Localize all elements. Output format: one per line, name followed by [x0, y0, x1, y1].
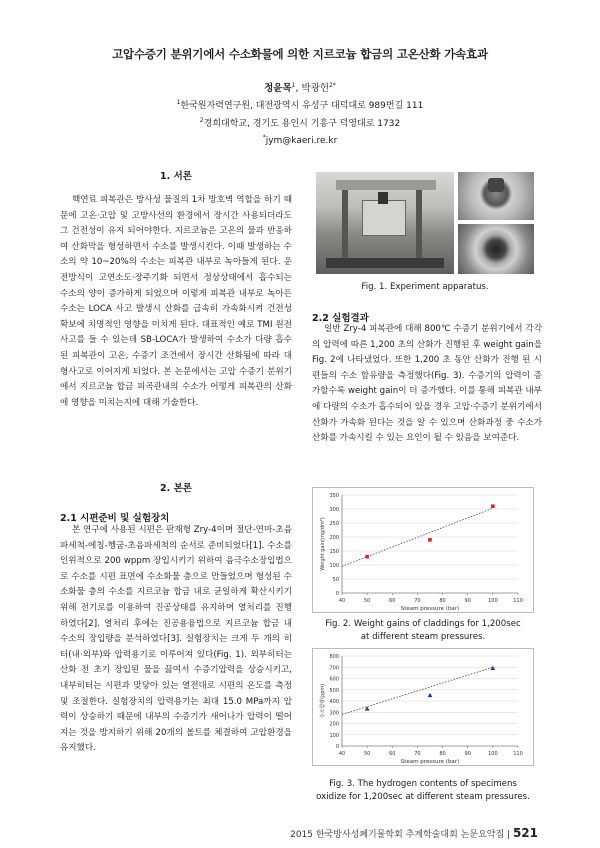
x-tick-label: 70 [414, 751, 421, 757]
affiliation-1-sup: 1 [176, 99, 181, 106]
subsection-2-2-text: 일반 Zry-4 피복관에 대해 800℃ 수증기 분위기에서 각각의 압력에 따른 1,200 초의 산화가 진행된 후 weight gain을 Fig. 2에 나타냈었다. 또한 1,200 초 동안 산화가 진행 된 시편들의 수소 함유량을 측정했다(Fig. 3). 수증기의 압력이 증가할수록 weight gain이 더 증가했다. 이를 통해 피복관 내부에 다량의 수소가 흡수되어 있을 경우 고압·수증기 분위기에서 산화가 가속화 된다는 것을 알 수 있으며 산화과정 중 수소가 산화를 가속시킬 수 있는 요인이 될 수 있음을 보여준다. [312, 324, 542, 444]
photo-base [326, 258, 444, 268]
subsection-2-1-paragraph [60, 523, 292, 757]
x-tick-label: 100 [488, 751, 498, 757]
author-1: 정윤목 [264, 83, 292, 94]
fig3-caption-line2: oxidize for 1,200sec at different steam pressures. [316, 792, 530, 802]
x-tick-label: 80 [439, 751, 446, 757]
page-footer [290, 826, 538, 840]
subsection-2-1-title: 2.1 시편준비 및 실험장치 [60, 513, 170, 524]
y-tick-label: 400 [329, 699, 339, 705]
paper-title: 고압수증기 분위기에서 수소화물에 의한 지르코늄 합금의 고온산화 가속효과 [112, 47, 488, 61]
y-tick-label: 200 [329, 535, 339, 541]
section-main-title: 2. 본론 [160, 483, 192, 494]
affiliation-2-sup: 2 [199, 117, 204, 124]
y-tick-label: 600 [329, 676, 339, 683]
email-text: jym@kaeri.re.kr [265, 136, 338, 146]
x-tick-label: 110 [513, 598, 523, 604]
section-intro-title: 1. 서론 [160, 171, 192, 182]
x-tick-label: 90 [464, 751, 471, 757]
author-2: 박광헌 [301, 83, 330, 94]
x-tick-label: 50 [363, 751, 371, 757]
affiliation-email [0, 134, 600, 146]
y-tick-label: 100 [329, 732, 339, 739]
photo-column-left [342, 190, 348, 260]
fig2-caption-line2: at different steam pressures. [360, 632, 486, 642]
author-2-sup: 2* [329, 81, 336, 89]
y-tick-label: 0 [335, 591, 339, 597]
footer-text: 2015 한국방사성폐기물학회 추계학술대회 논문요약집 | [290, 830, 511, 840]
subsection-2-2-paragraph [312, 322, 542, 447]
y-tick-label: 200 [329, 721, 339, 728]
photo-knob [488, 178, 504, 192]
intro-text: 핵연료 피복관은 방사성 물질의 1차 방호벽 역할을 하기 때문에 고온·고압 및 고방사선의 환경에서 장시간 사용되더라도 그 건전성이 유지 되어야한다. 지르코늄은 고온의 물과 반응하여 산화막을 형성하면서 수소를 발생시킨다. 이때 발생하는 수소의 약 10~20%의 수소는 피복관 내부로 녹아들게 된다. 운전방식이 고연소도·장주기화 되면서 정상상태에서 흡수되는 수소의 양이 증가하게 되었으며 이렇게 피복관 내부로 녹아든 수소는 LOCA 사고 발생시 산화를 급속히 가속화시켜 건전성 확보에 치명적인 영향을 미치게 된다. 대표적인 예로 TMI 원전사고를 들 수 있는데 SB-LOCA가 발생하여 수소가 다량 흡수된 피복관이 고온, 수증기 조건에서 장시간 산화됨에 따라 대형사고로 이어지게 되었다. 본 논문에서는 고압 수증기 분위기에서 지르코늄 합금 피곡관내의 수소가 어떻게 피복관의 산화에 영향을 미치는지에 대해 기술한다. [60, 195, 292, 408]
author-line [0, 80, 600, 94]
x-tick-label: 70 [414, 598, 421, 604]
fig2-caption [306, 618, 540, 644]
subsection-2-1-text: 본 연구에 사용된 시편은 판재형 Zry-4이며 절단-연마-초음파세척-에칭-헹굼-초음파세척의 순서로 준비되었다[1]. 수소를 인위적으로 200 wppm 장입시키기 위하여 음극수소장입법으로 수소를 시편 표면에 수소화물 층으로 만들었으며 형성된 수소화물 층의 수소를 지르코늄 합금 내로 균일하게 확산시키기 위해 전기로를 이용하여 진공상태를 유지하며 열처리를 진행 하였다[2]. 열처리 후에는 진공용융법으로 지르코늄 합금 내 수소의 장입량을 분석하였다[3]. 실험장치는 크게 두 개의 히터(내·외부)와 압력용기로 이루어져 있다(Fig. 1). 외부히터는 산화 전 초기 장입된 물을 끓여서 수증기압력을 상승시키고, 내부히터는 시편과 맞닿아 있는 열전대로 시편의 온도를 측정 및 조절한다. 실험장치의 압력용기는 최대 15.0 MPa까지 압력이 상승하기 때문에 내부의 수증기가 새어나가 압력이 떨어지는 것을 방지하기 위해 20개의 볼트를 체결하여 고압환경을 유지했다. [60, 525, 292, 754]
y-tick-label: 100 [329, 563, 339, 569]
x-tick-label: 90 [464, 598, 471, 604]
y-tick-label: 250 [329, 521, 339, 527]
y-tick-label: 0 [335, 744, 339, 750]
data-point [365, 555, 369, 559]
y-tick-label: 700 [329, 665, 339, 672]
chart-frame [313, 488, 534, 613]
y-tick-label: 500 [329, 687, 339, 694]
y-tick-label: 50 [332, 577, 339, 583]
x-tick-label: 50 [363, 598, 371, 604]
x-tick-label: 40 [338, 598, 346, 604]
x-axis-label: Steam pressure (bar) [400, 759, 460, 765]
intro-paragraph [60, 193, 292, 411]
y-tick-label: 800 [329, 654, 339, 660]
apparatus-photo-main [316, 172, 454, 274]
author-1-sup: 1 [291, 81, 296, 89]
photo-column-right [416, 190, 422, 260]
x-axis-label: Steam pressure (bar) [400, 606, 460, 612]
email-sup: * [262, 134, 266, 141]
y-axis-label: Weight gain(mg/dm²) [320, 517, 326, 571]
chart-frame [313, 649, 534, 766]
affiliation-2 [0, 116, 600, 129]
x-tick-label: 40 [338, 751, 346, 757]
fig3-caption-line1: Fig. 3. The hydrogen contents of specimens [329, 779, 517, 789]
x-tick-label: 80 [439, 598, 446, 604]
subsection-2-2-title: 2.2 실험결과 [312, 313, 369, 324]
fig1-caption: Fig. 1. Experiment apparatus. [361, 282, 489, 292]
y-tick-label: 300 [329, 710, 339, 717]
x-tick-label: 100 [488, 598, 498, 604]
affiliation-1-text: 한국원자력연구원, 대전광역시 유성구 대덕대로 989번길 111 [180, 101, 424, 111]
data-point [428, 538, 432, 542]
author-separator: , [295, 83, 302, 94]
y-tick-label: 300 [329, 507, 339, 513]
data-point [491, 504, 495, 508]
x-tick-label: 110 [513, 751, 523, 757]
photo-frame-top [336, 180, 436, 190]
fig2-caption-line1: Fig. 2. Weight gains of claddings for 1,200sec [325, 619, 521, 629]
y-tick-label: 150 [329, 549, 339, 555]
affiliation-1 [0, 98, 600, 111]
y-tick-label: 350 [329, 493, 339, 499]
fig3-caption [306, 778, 540, 804]
photo-vessel [362, 200, 406, 236]
apparatus-photo-vessel-inside [458, 224, 534, 274]
affiliation-2-text: 경희대학교, 경기도 용인시 기흥구 덕영대로 1732 [203, 119, 401, 129]
hydrogen-content-chart [312, 648, 534, 766]
photo-rod [378, 192, 388, 204]
x-tick-label: 60 [389, 598, 396, 604]
apparatus-photo-vessel-top [458, 172, 534, 220]
weight-gain-chart [312, 487, 534, 613]
page-number: 521 [512, 826, 538, 840]
x-tick-label: 60 [389, 751, 396, 757]
y-axis-label: 수소함량(ppm) [320, 683, 326, 719]
